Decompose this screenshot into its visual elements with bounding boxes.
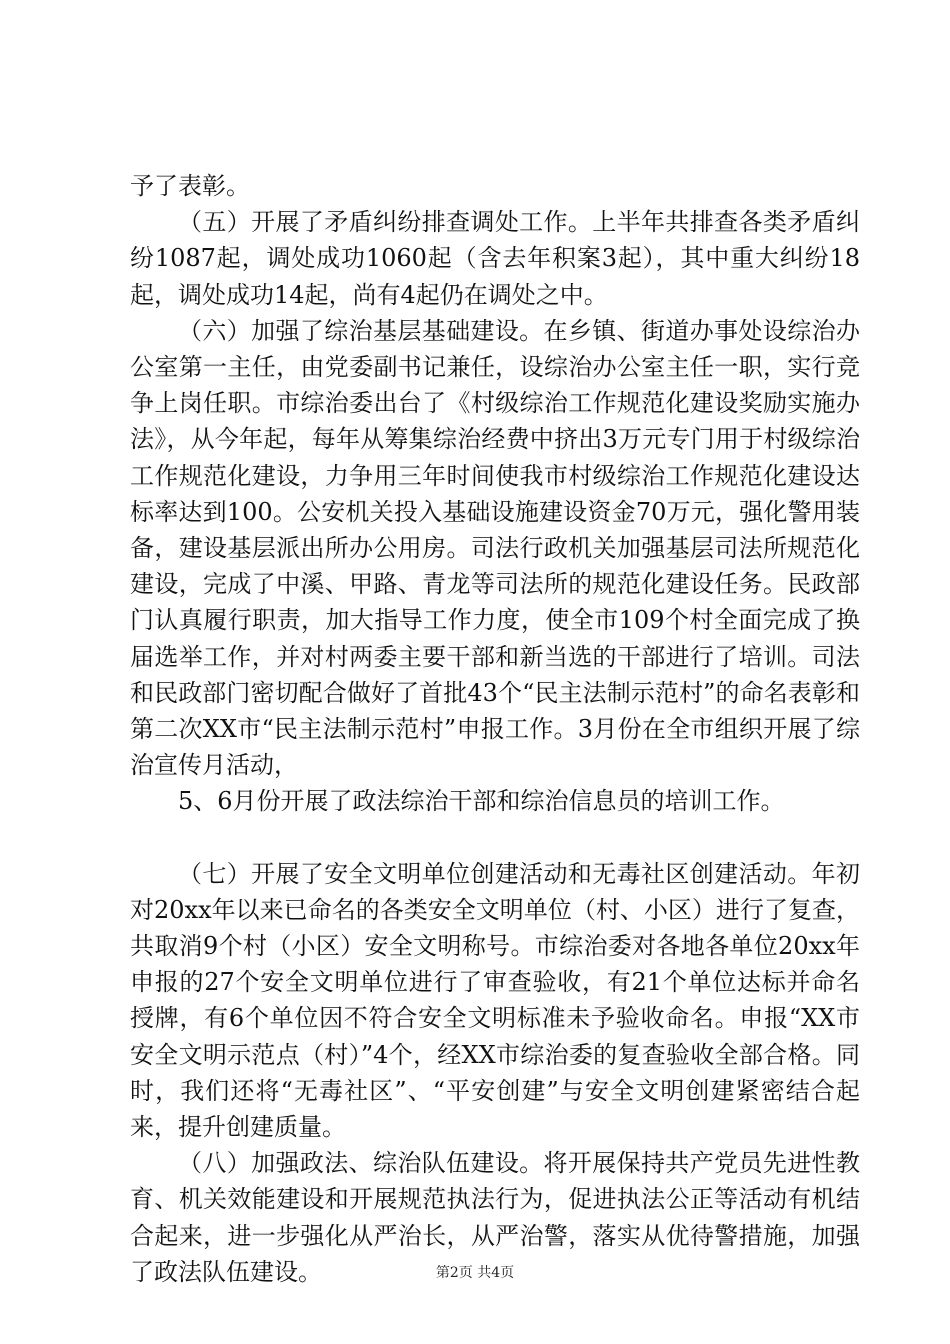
- paragraph-section-8: （八）加强政法、综治队伍建设。将开展保持共产党员先进性教育、机关效能建设和开展规范执法行为，促进执法公正等活动有机结合起来，进一步强化从严治长，从严治警，落实从优待警措施，加强了政法队伍建设。: [130, 1149, 860, 1286]
- paragraph-section-5: （五）开展了矛盾纠纷排查调处工作。上半年共排查各类矛盾纠纷1087起，调处成功1060起（含去年积案3起），其中重大纠纷18起，调处成功14起，尚有4起仍在调处之中。: [130, 208, 860, 309]
- paragraph-spacer: [130, 820, 860, 856]
- paragraph-continuation: 予了表彰。: [130, 172, 250, 200]
- paragraph-training: 5、6月份开展了政法综治干部和综治信息员的培训工作。: [178, 787, 785, 816]
- paragraph-section-7: （七）开展了安全文明单位创建活动和无毒社区创建活动。年初对20xx年以来已命名的各类安全文明单位（村、小区）进行了复查，共取消9个村（小区）安全文明称号。市综治委对各地各单位20xx年申报的27个安全文明单位进行了审查验收，有21个单位达标并命名授牌，有6个单位因不符合安全文明标准未予验收命名。申报“XX市安全文明示范点（村）”4个，经XX市综治委的复查验收全部合格。同时，我们还将“无毒社区”、“平安创建”与安全文明创建紧密结合起来，提升创建质量。: [130, 859, 860, 1142]
- document-body: [130, 168, 860, 1290]
- paragraph-section-6: （六）加强了综治基层基础建设。在乡镇、街道办事处设综治办公室第一主任，由党委副书记兼任，设综治办公室主任一职，实行竞争上岗任职。市综治委出台了《村级综治工作规范化建设奖励实施办法》，从今年起，每年从筹集综治经费中挤出3万元专门用于村级综治工作规范化建设，力争用三年时间使我市村级综治工作规范化建设达标率达到100。公安机关投入基础设施建设资金70万元，强化警用装备，建设基层派出所办公用房。司法行政机关加强基层司法所规范化建设，完成了中溪、甲路、青龙等司法所的规范化建设任务。民政部门认真履行职责，加大指导工作力度，使全市109个村全面完成了换届选举工作，并对村两委主要干部和新当选的干部进行了培训。司法和民政部门密切配合做好了首批43个“民主法制示范村”的命名表彰和第二次XX市“民主法制示范村”申报工作。3月份在全市组织开展了综治宣传月活动，: [130, 316, 860, 780]
- page-footer: 第2页 共4页: [435, 1265, 515, 1281]
